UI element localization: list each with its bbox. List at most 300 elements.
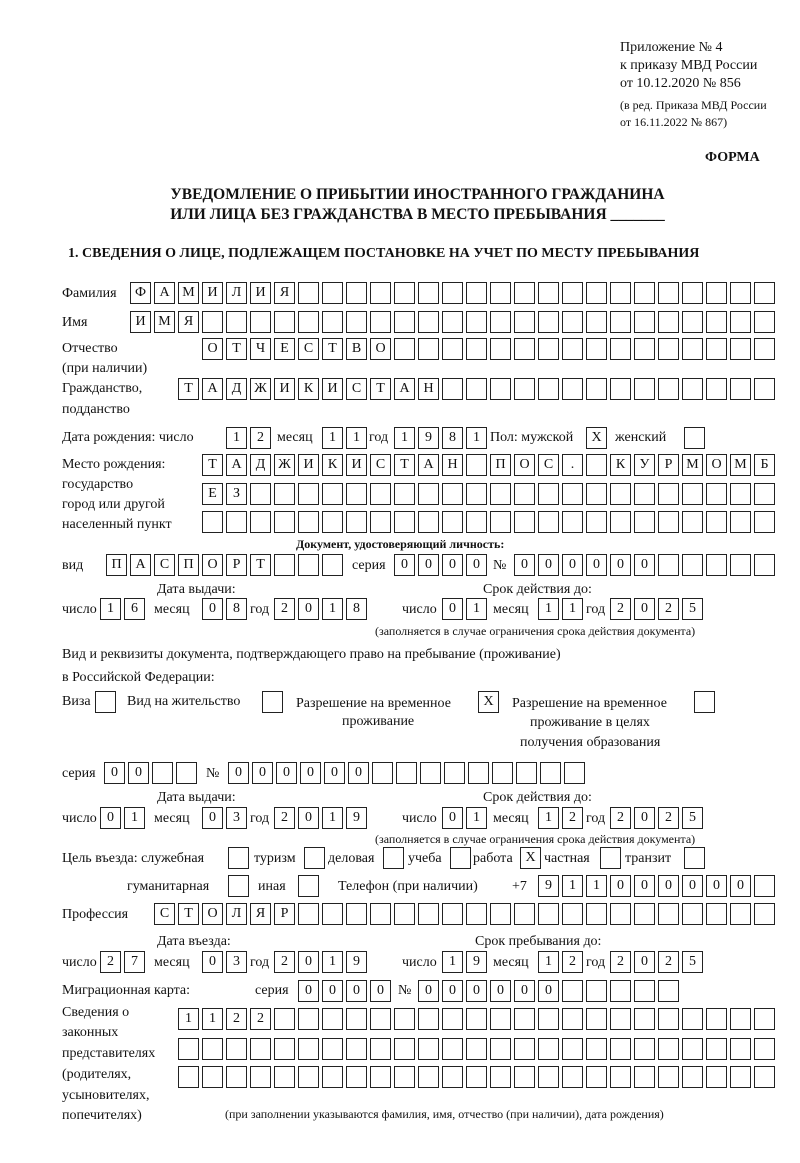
char-cell[interactable] <box>538 311 559 333</box>
char-cell[interactable]: 2 <box>562 807 583 829</box>
char-cell[interactable]: П <box>178 554 199 576</box>
char-cell[interactable] <box>250 483 271 505</box>
char-cell[interactable] <box>346 282 367 304</box>
char-cell[interactable]: А <box>226 454 247 476</box>
char-cell[interactable] <box>682 554 703 576</box>
char-cell[interactable] <box>586 378 607 400</box>
char-cell[interactable]: 0 <box>276 762 297 784</box>
char-cell[interactable] <box>418 511 439 533</box>
char-cell[interactable]: 1 <box>394 427 415 449</box>
char-cell[interactable]: С <box>346 378 367 400</box>
char-cell[interactable]: 0 <box>300 762 321 784</box>
char-cell[interactable] <box>610 903 631 925</box>
char-cell[interactable] <box>586 282 607 304</box>
char-cell[interactable] <box>538 1008 559 1030</box>
char-cell[interactable] <box>706 511 727 533</box>
char-cell[interactable] <box>610 282 631 304</box>
char-cell[interactable] <box>610 1038 631 1060</box>
char-cell[interactable] <box>370 903 391 925</box>
char-cell[interactable] <box>586 980 607 1002</box>
char-cell[interactable]: 2 <box>658 951 679 973</box>
char-cell[interactable]: 9 <box>346 951 367 973</box>
char-cell[interactable] <box>490 378 511 400</box>
char-cell[interactable]: 9 <box>538 875 559 897</box>
char-cell[interactable] <box>442 338 463 360</box>
char-cell[interactable]: И <box>250 282 271 304</box>
char-cell[interactable]: Т <box>250 554 271 576</box>
char-cell[interactable] <box>516 762 537 784</box>
char-cell[interactable] <box>442 511 463 533</box>
char-cell[interactable] <box>466 1066 487 1088</box>
char-cell[interactable] <box>658 1038 679 1060</box>
char-cell[interactable] <box>658 1066 679 1088</box>
char-cell[interactable]: Т <box>394 454 415 476</box>
char-cell[interactable]: С <box>298 338 319 360</box>
char-cell[interactable] <box>610 1066 631 1088</box>
char-cell[interactable]: Ф <box>130 282 151 304</box>
char-cell[interactable]: Н <box>442 454 463 476</box>
char-cell[interactable] <box>634 378 655 400</box>
char-cell[interactable] <box>394 483 415 505</box>
char-cell[interactable] <box>226 1066 247 1088</box>
char-cell[interactable] <box>178 1066 199 1088</box>
char-cell[interactable]: 0 <box>634 875 655 897</box>
char-cell[interactable]: 2 <box>250 1008 271 1030</box>
char-cell[interactable] <box>538 903 559 925</box>
char-cell[interactable]: 1 <box>322 951 343 973</box>
char-cell[interactable]: Ж <box>250 378 271 400</box>
char-cell[interactable] <box>418 483 439 505</box>
char-cell[interactable] <box>730 1066 751 1088</box>
char-cell[interactable] <box>490 282 511 304</box>
char-cell[interactable]: Е <box>202 483 223 505</box>
char-cell[interactable] <box>634 903 655 925</box>
char-cell[interactable] <box>346 483 367 505</box>
char-cell[interactable]: О <box>202 903 223 925</box>
char-cell[interactable] <box>514 1008 535 1030</box>
char-cell[interactable] <box>634 338 655 360</box>
char-cell[interactable] <box>610 311 631 333</box>
char-cell[interactable] <box>322 311 343 333</box>
char-cell[interactable] <box>372 762 393 784</box>
char-cell[interactable] <box>418 311 439 333</box>
char-cell[interactable] <box>658 554 679 576</box>
char-cell[interactable]: Е <box>274 338 295 360</box>
char-cell[interactable]: Н <box>418 378 439 400</box>
char-cell[interactable]: 1 <box>226 427 247 449</box>
char-cell[interactable] <box>346 511 367 533</box>
char-cell[interactable]: С <box>154 903 175 925</box>
char-cell[interactable] <box>466 1038 487 1060</box>
char-cell[interactable] <box>706 1038 727 1060</box>
char-cell[interactable]: 1 <box>466 427 487 449</box>
char-cell[interactable] <box>730 378 751 400</box>
char-cell[interactable] <box>466 454 487 476</box>
char-cell[interactable] <box>706 338 727 360</box>
char-cell[interactable] <box>490 483 511 505</box>
char-cell[interactable]: 2 <box>562 951 583 973</box>
char-cell[interactable]: 5 <box>682 951 703 973</box>
char-cell[interactable] <box>298 1066 319 1088</box>
char-cell[interactable] <box>586 1066 607 1088</box>
char-cell[interactable] <box>538 378 559 400</box>
char-cell[interactable]: 1 <box>322 807 343 829</box>
char-cell[interactable]: 5 <box>682 807 703 829</box>
char-cell[interactable] <box>562 1008 583 1030</box>
char-cell[interactable]: Т <box>202 454 223 476</box>
char-cell[interactable]: С <box>370 454 391 476</box>
char-cell[interactable]: 7 <box>124 951 145 973</box>
char-cell[interactable] <box>202 1038 223 1060</box>
char-cell[interactable]: 2 <box>658 598 679 620</box>
char-cell[interactable]: 5 <box>682 598 703 620</box>
char-cell[interactable]: 0 <box>514 554 535 576</box>
char-cell[interactable]: 0 <box>202 951 223 973</box>
char-cell[interactable] <box>706 903 727 925</box>
checkbox[interactable] <box>262 691 283 713</box>
char-cell[interactable] <box>682 311 703 333</box>
char-cell[interactable] <box>418 1008 439 1030</box>
char-cell[interactable] <box>298 554 319 576</box>
char-cell[interactable] <box>226 511 247 533</box>
char-cell[interactable] <box>586 454 607 476</box>
char-cell[interactable]: 2 <box>610 598 631 620</box>
char-cell[interactable]: 0 <box>586 554 607 576</box>
char-cell[interactable] <box>562 980 583 1002</box>
char-cell[interactable] <box>586 1038 607 1060</box>
char-cell[interactable] <box>394 903 415 925</box>
char-cell[interactable]: О <box>202 554 223 576</box>
char-cell[interactable] <box>706 1066 727 1088</box>
char-cell[interactable] <box>490 1008 511 1030</box>
char-cell[interactable] <box>586 483 607 505</box>
char-cell[interactable] <box>682 483 703 505</box>
char-cell[interactable] <box>298 1008 319 1030</box>
char-cell[interactable]: Л <box>226 903 247 925</box>
char-cell[interactable] <box>564 762 585 784</box>
char-cell[interactable]: 1 <box>538 807 559 829</box>
char-cell[interactable] <box>562 282 583 304</box>
char-cell[interactable]: . <box>562 454 583 476</box>
checkbox[interactable] <box>694 691 715 713</box>
char-cell[interactable] <box>274 1008 295 1030</box>
char-cell[interactable] <box>250 511 271 533</box>
char-cell[interactable]: 0 <box>610 554 631 576</box>
checkbox[interactable] <box>228 875 249 897</box>
char-cell[interactable] <box>754 875 775 897</box>
char-cell[interactable] <box>754 1066 775 1088</box>
char-cell[interactable] <box>442 1008 463 1030</box>
char-cell[interactable] <box>754 338 775 360</box>
char-cell[interactable] <box>706 282 727 304</box>
char-cell[interactable]: М <box>730 454 751 476</box>
char-cell[interactable] <box>682 1038 703 1060</box>
char-cell[interactable] <box>490 1038 511 1060</box>
char-cell[interactable]: Ч <box>250 338 271 360</box>
char-cell[interactable] <box>466 483 487 505</box>
char-cell[interactable] <box>466 282 487 304</box>
char-cell[interactable] <box>658 483 679 505</box>
char-cell[interactable] <box>706 311 727 333</box>
char-cell[interactable] <box>442 903 463 925</box>
char-cell[interactable] <box>682 1066 703 1088</box>
char-cell[interactable]: В <box>346 338 367 360</box>
char-cell[interactable]: П <box>106 554 127 576</box>
char-cell[interactable]: 0 <box>490 980 511 1002</box>
char-cell[interactable]: 0 <box>202 807 223 829</box>
checkbox[interactable] <box>600 847 621 869</box>
char-cell[interactable] <box>298 1038 319 1060</box>
char-cell[interactable] <box>586 1008 607 1030</box>
char-cell[interactable] <box>274 1038 295 1060</box>
char-cell[interactable]: 0 <box>324 762 345 784</box>
char-cell[interactable]: А <box>394 378 415 400</box>
char-cell[interactable] <box>490 903 511 925</box>
char-cell[interactable] <box>514 903 535 925</box>
char-cell[interactable]: 0 <box>104 762 125 784</box>
char-cell[interactable]: Р <box>658 454 679 476</box>
char-cell[interactable]: С <box>538 454 559 476</box>
char-cell[interactable]: О <box>370 338 391 360</box>
char-cell[interactable]: 1 <box>538 951 559 973</box>
char-cell[interactable]: Р <box>274 903 295 925</box>
char-cell[interactable]: 0 <box>298 951 319 973</box>
char-cell[interactable] <box>322 1066 343 1088</box>
char-cell[interactable] <box>418 903 439 925</box>
char-cell[interactable] <box>370 511 391 533</box>
char-cell[interactable] <box>370 1066 391 1088</box>
char-cell[interactable] <box>370 1038 391 1060</box>
char-cell[interactable] <box>370 282 391 304</box>
char-cell[interactable]: Т <box>370 378 391 400</box>
char-cell[interactable] <box>730 282 751 304</box>
char-cell[interactable] <box>658 338 679 360</box>
char-cell[interactable] <box>682 282 703 304</box>
char-cell[interactable] <box>418 1066 439 1088</box>
char-cell[interactable]: Я <box>274 282 295 304</box>
char-cell[interactable] <box>730 511 751 533</box>
char-cell[interactable]: 3 <box>226 807 247 829</box>
char-cell[interactable]: 0 <box>562 554 583 576</box>
char-cell[interactable]: 1 <box>466 598 487 620</box>
checkbox[interactable]: X <box>478 691 499 713</box>
char-cell[interactable] <box>730 554 751 576</box>
char-cell[interactable] <box>442 282 463 304</box>
char-cell[interactable]: А <box>130 554 151 576</box>
char-cell[interactable] <box>298 282 319 304</box>
char-cell[interactable] <box>466 903 487 925</box>
char-cell[interactable] <box>682 511 703 533</box>
char-cell[interactable] <box>394 311 415 333</box>
char-cell[interactable] <box>682 1008 703 1030</box>
char-cell[interactable] <box>754 311 775 333</box>
char-cell[interactable]: 0 <box>202 598 223 620</box>
char-cell[interactable] <box>466 338 487 360</box>
char-cell[interactable]: Т <box>226 338 247 360</box>
char-cell[interactable] <box>322 903 343 925</box>
char-cell[interactable] <box>202 511 223 533</box>
char-cell[interactable]: 0 <box>346 980 367 1002</box>
char-cell[interactable] <box>444 762 465 784</box>
char-cell[interactable]: 1 <box>346 427 367 449</box>
char-cell[interactable]: 0 <box>252 762 273 784</box>
char-cell[interactable]: 0 <box>100 807 121 829</box>
char-cell[interactable]: Т <box>178 378 199 400</box>
char-cell[interactable] <box>466 511 487 533</box>
char-cell[interactable] <box>394 1038 415 1060</box>
char-cell[interactable] <box>226 311 247 333</box>
char-cell[interactable]: 2 <box>226 1008 247 1030</box>
char-cell[interactable] <box>370 311 391 333</box>
char-cell[interactable]: О <box>706 454 727 476</box>
char-cell[interactable]: Д <box>250 454 271 476</box>
char-cell[interactable]: 8 <box>442 427 463 449</box>
char-cell[interactable] <box>586 903 607 925</box>
char-cell[interactable]: 0 <box>298 807 319 829</box>
checkbox[interactable] <box>450 847 471 869</box>
char-cell[interactable] <box>562 511 583 533</box>
char-cell[interactable]: 0 <box>466 554 487 576</box>
char-cell[interactable] <box>322 1008 343 1030</box>
char-cell[interactable] <box>514 511 535 533</box>
char-cell[interactable]: А <box>202 378 223 400</box>
char-cell[interactable]: 0 <box>322 980 343 1002</box>
char-cell[interactable] <box>298 311 319 333</box>
char-cell[interactable]: А <box>154 282 175 304</box>
char-cell[interactable] <box>370 483 391 505</box>
char-cell[interactable] <box>490 511 511 533</box>
char-cell[interactable] <box>490 311 511 333</box>
char-cell[interactable] <box>562 1038 583 1060</box>
char-cell[interactable]: 1 <box>586 875 607 897</box>
char-cell[interactable] <box>514 483 535 505</box>
char-cell[interactable]: 1 <box>322 598 343 620</box>
char-cell[interactable] <box>442 483 463 505</box>
char-cell[interactable]: 2 <box>274 951 295 973</box>
char-cell[interactable]: 2 <box>274 598 295 620</box>
char-cell[interactable] <box>634 511 655 533</box>
char-cell[interactable] <box>322 483 343 505</box>
char-cell[interactable]: О <box>514 454 535 476</box>
char-cell[interactable]: 0 <box>348 762 369 784</box>
char-cell[interactable] <box>658 511 679 533</box>
char-cell[interactable] <box>562 483 583 505</box>
char-cell[interactable] <box>274 311 295 333</box>
char-cell[interactable] <box>274 511 295 533</box>
char-cell[interactable] <box>250 1066 271 1088</box>
char-cell[interactable] <box>538 338 559 360</box>
char-cell[interactable] <box>634 1038 655 1060</box>
char-cell[interactable]: 0 <box>442 598 463 620</box>
char-cell[interactable] <box>394 1066 415 1088</box>
char-cell[interactable] <box>250 1038 271 1060</box>
char-cell[interactable]: 3 <box>226 951 247 973</box>
char-cell[interactable] <box>274 554 295 576</box>
char-cell[interactable] <box>420 762 441 784</box>
char-cell[interactable] <box>298 483 319 505</box>
char-cell[interactable]: 0 <box>418 554 439 576</box>
char-cell[interactable]: 8 <box>226 598 247 620</box>
char-cell[interactable] <box>706 1008 727 1030</box>
char-cell[interactable]: 0 <box>466 980 487 1002</box>
char-cell[interactable] <box>754 378 775 400</box>
char-cell[interactable] <box>682 903 703 925</box>
char-cell[interactable]: К <box>610 454 631 476</box>
char-cell[interactable]: 2 <box>274 807 295 829</box>
char-cell[interactable] <box>730 483 751 505</box>
char-cell[interactable] <box>586 338 607 360</box>
char-cell[interactable] <box>634 483 655 505</box>
checkbox[interactable] <box>304 847 325 869</box>
char-cell[interactable] <box>540 762 561 784</box>
char-cell[interactable]: 8 <box>346 598 367 620</box>
checkbox[interactable] <box>95 691 116 713</box>
checkbox[interactable] <box>383 847 404 869</box>
char-cell[interactable]: 2 <box>610 807 631 829</box>
char-cell[interactable] <box>514 311 535 333</box>
char-cell[interactable]: 2 <box>610 951 631 973</box>
char-cell[interactable]: 0 <box>442 980 463 1002</box>
char-cell[interactable] <box>610 338 631 360</box>
char-cell[interactable] <box>754 554 775 576</box>
char-cell[interactable] <box>610 511 631 533</box>
char-cell[interactable] <box>322 1038 343 1060</box>
char-cell[interactable] <box>730 1008 751 1030</box>
char-cell[interactable]: 0 <box>634 554 655 576</box>
checkbox[interactable] <box>228 847 249 869</box>
char-cell[interactable] <box>754 1008 775 1030</box>
char-cell[interactable] <box>562 378 583 400</box>
char-cell[interactable] <box>634 980 655 1002</box>
char-cell[interactable]: 0 <box>658 875 679 897</box>
char-cell[interactable] <box>322 511 343 533</box>
char-cell[interactable] <box>514 1066 535 1088</box>
char-cell[interactable]: 0 <box>538 980 559 1002</box>
char-cell[interactable] <box>538 511 559 533</box>
char-cell[interactable]: 0 <box>298 598 319 620</box>
char-cell[interactable] <box>322 554 343 576</box>
char-cell[interactable]: 1 <box>466 807 487 829</box>
char-cell[interactable] <box>586 511 607 533</box>
char-cell[interactable] <box>538 1038 559 1060</box>
char-cell[interactable] <box>466 378 487 400</box>
char-cell[interactable] <box>706 378 727 400</box>
char-cell[interactable]: С <box>154 554 175 576</box>
char-cell[interactable] <box>730 338 751 360</box>
char-cell[interactable] <box>346 1038 367 1060</box>
char-cell[interactable] <box>466 311 487 333</box>
checkbox[interactable] <box>684 847 705 869</box>
char-cell[interactable] <box>442 311 463 333</box>
char-cell[interactable] <box>658 282 679 304</box>
char-cell[interactable] <box>682 338 703 360</box>
char-cell[interactable] <box>298 511 319 533</box>
char-cell[interactable]: Т <box>322 338 343 360</box>
char-cell[interactable] <box>176 762 197 784</box>
char-cell[interactable]: И <box>346 454 367 476</box>
char-cell[interactable] <box>538 1066 559 1088</box>
char-cell[interactable] <box>754 903 775 925</box>
char-cell[interactable] <box>298 903 319 925</box>
char-cell[interactable] <box>370 1008 391 1030</box>
char-cell[interactable] <box>418 338 439 360</box>
char-cell[interactable] <box>562 311 583 333</box>
char-cell[interactable]: 0 <box>394 554 415 576</box>
char-cell[interactable]: 9 <box>418 427 439 449</box>
char-cell[interactable] <box>442 1038 463 1060</box>
char-cell[interactable]: 0 <box>634 807 655 829</box>
char-cell[interactable]: И <box>202 282 223 304</box>
